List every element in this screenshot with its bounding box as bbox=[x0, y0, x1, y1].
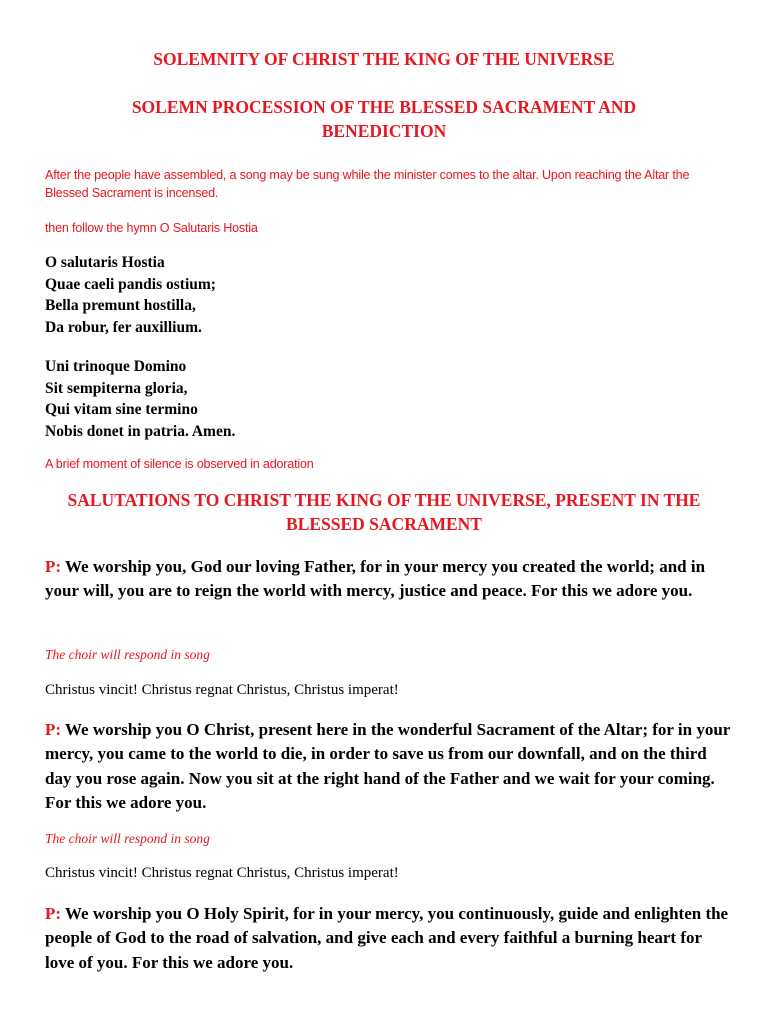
prayer-1 bbox=[45, 555, 735, 604]
prayer-text: We worship you O Holy Spirit, for in your mercy, you continuously, guide and enlighten the people of God to the road of salvation, and give each and every faithful a burning heart for love of you. For this we adore you. bbox=[45, 904, 729, 972]
presider-label: P: bbox=[45, 557, 62, 576]
hymn-line: Quae caeli pandis ostium; bbox=[45, 275, 216, 293]
presider-label: P: bbox=[45, 720, 62, 739]
hymn-line: Bella premunt hostilla, bbox=[45, 297, 196, 314]
prayer-text: We worship you O Christ, present here in the wonderful Sacrament of the Altar; for in your mercy, you came to the world to die, in order to save us from our downfall, and on the third day you rose again. Now you sit at the right hand of the Father and we wait for your coming. For this we adore you. bbox=[45, 720, 731, 812]
choir-response: Christus vincit! Christus regnat Christus, Christus imperat! bbox=[45, 865, 399, 881]
document-subtitle: SOLEMN PROCESSION OF THE BLESSED SACRAMENT AND BENEDICTION bbox=[131, 97, 637, 141]
hymn-stanza-2 bbox=[45, 356, 445, 442]
choir-rubric: The choir will respond in song bbox=[45, 647, 210, 662]
choir-response: Christus vincit! Christus regnat Christus, Christus imperat! bbox=[45, 682, 399, 698]
document-title: SOLEMNITY OF CHRIST THE KING OF THE UNIVERSE bbox=[153, 49, 615, 69]
hymn-line: O salutaris Hostia bbox=[45, 254, 165, 271]
hymn-line: Uni trinoque Domino bbox=[45, 358, 187, 375]
hymn-line: Nobis donet in patria. Amen. bbox=[45, 422, 236, 440]
silence-rubric: A brief moment of silence is observed in adoration bbox=[45, 457, 314, 471]
prayer-text: We worship you, God our loving Father, for in your mercy you created the world; and in your will, you are to reign the world with mercy, justice and peace. For this we adore you. bbox=[45, 557, 706, 601]
hymn-rubric: then follow the hymn O Salutaris Hostia bbox=[45, 221, 258, 235]
hymn-stanza-1 bbox=[45, 252, 445, 338]
salutations-heading: SALUTATIONS TO CHRIST THE KING OF THE UNIVERSE, PRESENT IN THE BLESSED SACRAMENT bbox=[67, 490, 701, 534]
prayer-2 bbox=[45, 718, 735, 815]
choir-rubric: The choir will respond in song bbox=[45, 831, 210, 846]
hymn-line: Da robur, fer auxillium. bbox=[45, 318, 202, 336]
hymn-line: Qui vitam sine termino bbox=[45, 401, 198, 418]
presider-label: P: bbox=[45, 904, 62, 923]
prayer-3 bbox=[45, 902, 735, 975]
intro-rubric: After the people have assembled, a song may be sung while the minister comes to the altar. Upon reaching the Altar the Blessed Sacrament is incensed. bbox=[45, 168, 690, 200]
hymn-line: Sit sempiterna gloria, bbox=[45, 379, 188, 397]
